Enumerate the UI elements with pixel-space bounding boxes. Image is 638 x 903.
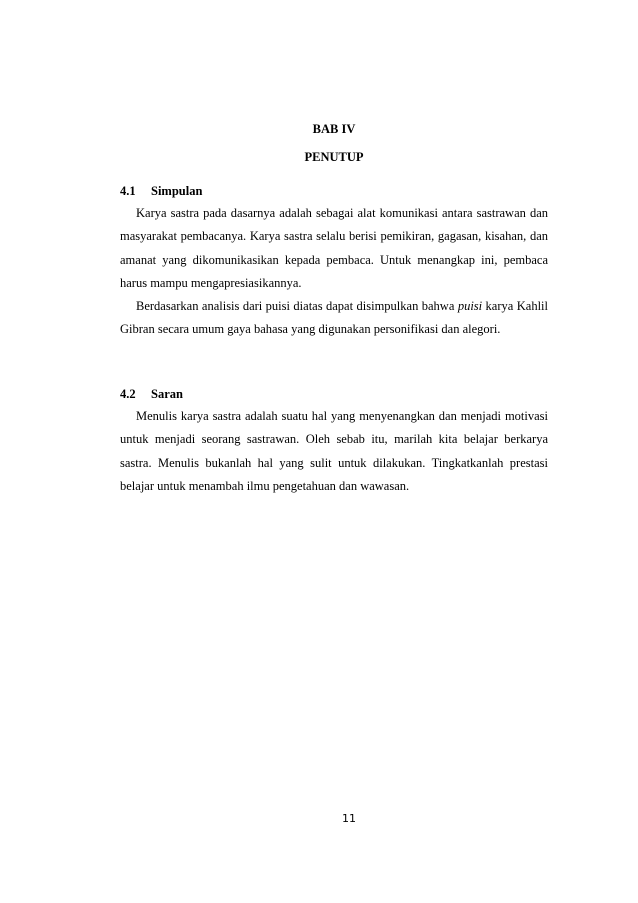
paragraph-simpulan-1: Karya sastra pada dasarnya adalah sebagai alat komunikasi antara sastrawan dan masyarakat pembacanya. Karya sastra selalu berisi pemikiran, gagasan, kisahan, dan amanat yang dikomunikasikan kepada pembaca. Untuk menangkap ini, pembaca harus mampu mengapresiasikannya. [120,206,548,291]
emphasis-puisi: puisi [457,299,483,313]
section-heading-simpulan [120,183,202,199]
paragraph-simpulan-2 [120,295,548,342]
section-number: 4.1 [120,184,136,198]
chapter-label: BAB IV [312,122,356,136]
section-heading-saran [120,386,183,402]
chapter-title: PENUTUP [304,150,364,164]
section-title: Simpulan [151,184,203,198]
paragraph-saran-1: Menulis karya sastra adalah suatu hal yang menyenangkan dan menjadi motivasi untuk menjadi seorang sastrawan. Oleh sebab itu, marilah kita belajar berkarya sastra. Menulis bukanlah hal yang sulit untuk dilakukan. Tingkatkanlah prestasi belajar untuk menambah ilmu pengetahuan dan wawasan. [120,409,548,494]
page-number: 11 [342,812,356,825]
section-title: Saran [151,387,183,401]
paragraph-text-before: Berdasarkan analisis dari puisi diatas dapat disimpulkan bahwa [136,299,458,313]
section-number: 4.2 [120,387,136,401]
paragraph-text-after: karya Kahlil Gibran secara umum gaya bahasa yang digunakan personifikasi dan alegori. [120,299,548,337]
